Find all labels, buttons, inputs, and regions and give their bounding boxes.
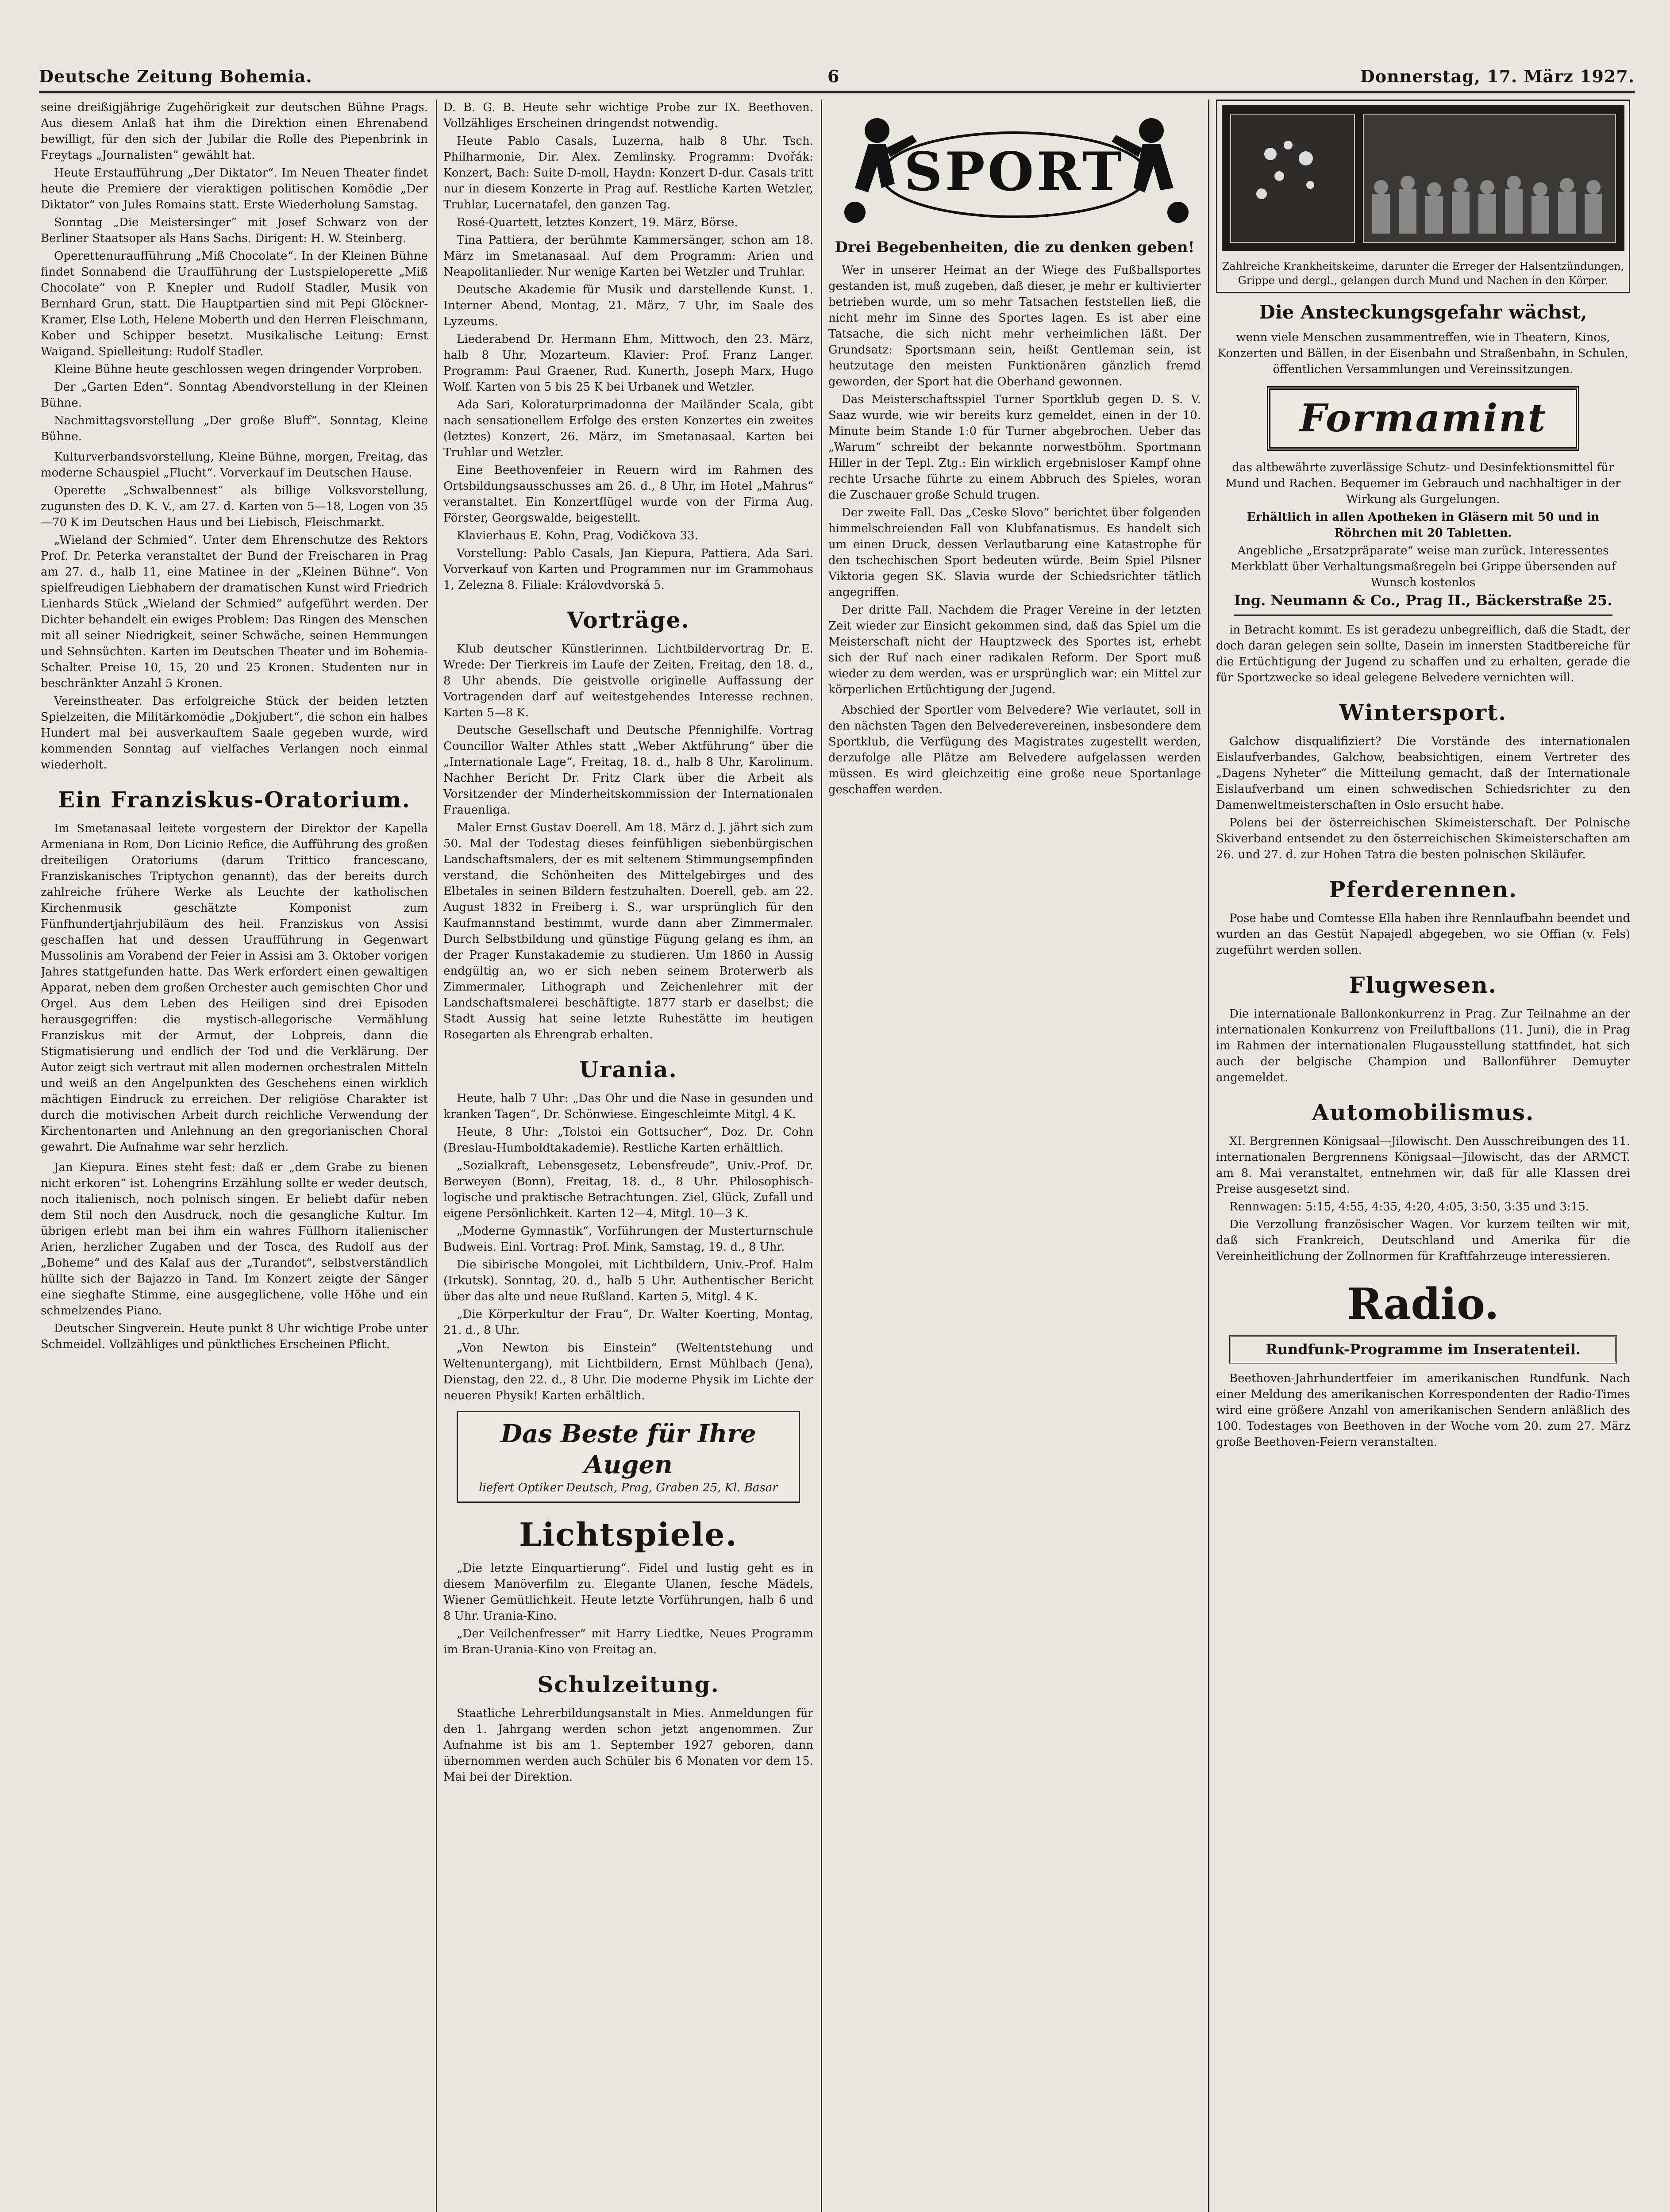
ad-advertiser: Ing. Neumann & Co., Prag II., Bäckerstraße 25. <box>1234 592 1612 609</box>
divider <box>1234 614 1612 616</box>
article-paragraph: Der zweite Fall. Das „Ceske Slovo“ berichtet über folgenden himmelschreienden Fall von Klubfanatismus. Es handelt sich um einen Druck, dessen Verlautbarung eine Katastrophe für den tschechischen Sport bedeuten würde. Beim Spiel Pilsner Viktoria gegen SK. Slavia wurde der Schiedsrichter tätlich angegriffen. <box>828 506 1201 599</box>
headline: Drei Begebenheiten, die zu denken geben! <box>835 238 1195 256</box>
section-heading: Lichtspiele. <box>519 1516 738 1553</box>
header-rule <box>39 91 1635 93</box>
article-paragraph: seine dreißigjährige Zugehörigkeit zur deutschen Bühne Prags. Aus diesem Anlaß hat ihm die Direktion einen Ehrenabend bewilligt, für den sich der Jubilar die Rolle des Piepenbrink in Freytags „Journalisten“ gewählt hat. <box>41 101 428 162</box>
ad-caption: Zahlreiche Krankheitskeime, darunter die Erreger der Halsentzündungen, Grippe und dergl., gelangen durch Mund und Nachen in den Körper. <box>1222 260 1624 287</box>
article-paragraph: Die internationale Ballonkonkurrenz in Prag. Zur Teilnahme an der internationalen Konkurrenz von Freiluftballons (11. Juni), die in Prag im Rahmen der internationalen Flugausstellung stattfindet, hat sich auch der belgische Champion und Ballonführer Demuyter angemeldet. <box>1216 1007 1630 1084</box>
section-heading-radio: Radio. <box>1347 1279 1499 1329</box>
issue-date: Donnerstag, 17. März 1927. <box>1360 66 1635 86</box>
ad-slogan: Das Beste für Ihre Augen <box>500 1419 756 1479</box>
column-3 <box>828 100 1201 2212</box>
article-paragraph: Der dritte Fall. Nachdem die Prager Vereine in der letzten Zeit wieder zur Einsicht gekommen sind, daß das Spiel um die Meisterschaft nicht der Hauptzweck des Sportes ist, erhebt sich der Ruf nach einer radikalen Reform. Der Sport muß wieder zu dem werden, was er ursprünglich war: ein Mittel zur körperlichen Ertüchtigung der Jugend. <box>828 603 1201 696</box>
article-paragraph: Deutsche Akademie für Musik und darstellende Kunst. 1. Interner Abend, Montag, 21. März, 7 Uhr, im Saale des Lyzeums. <box>443 283 813 328</box>
article-paragraph: Staatliche Lehrerbildungsanstalt in Mies. Anmeldungen für den 1. Jahrgang werden schon jetzt angenommen. Zur Aufnahme ist bis am 1. September 1927 geboren, dann übernommen werden auch Schüler bis 6 Monaten vor dem 15. Mai bei der Direktion. <box>443 1707 813 1784</box>
article-paragraph: Nachmittagsvorstellung „Der große Bluff“. Sonntag, Kleine Bühne. <box>41 414 428 443</box>
column-rule <box>436 100 437 2212</box>
article-paragraph: Galchow disqualifiziert? Die Vorstände des internationalen Eislaufverbandes, Galchow, beabsichtigen, einem Vertreter des „Dagens Nyheter“ die Mitteilung gemacht, daß der Internationale Eislaufverband um einen schwedischen Schiedsrichter zu den Damenweltmeisterschaften in Oslo ersucht habe. <box>1216 735 1630 812</box>
section-heading: Schulzeitung. <box>537 1671 720 1697</box>
column-4 <box>1216 100 1630 2212</box>
sport-masthead <box>828 100 1201 232</box>
article-paragraph: „Die Körperkultur der Frau“, Dr. Walter Koerting, Montag, 21. d., 8 Uhr. <box>443 1308 813 1337</box>
article-paragraph: Vorstellung: Pablo Casals, Jan Kiepura, Pattiera, Ada Sari. Vorverkauf von Karten und Programmen nur im Grammohaus 1, Zelezna 8. Filiale: Královdvorská 5. <box>443 547 813 592</box>
article-paragraph: Operettenuraufführung „Miß Chocolate“. In der Kleinen Bühne findet Sonnabend die Uraufführung der Lustspieloperette „Miß Chocolate“ von P. Knepler und Rudolf Stadler, Musik von Bernhard Grun, statt. Die Hauptpartien sind mit Pepi Glöckner-Kramer, Else Loth, Helene Moberth und den Herren Fleischmann, Kober und Schipper besetzt. Musikalische Leitung: Ernst Waigand. Spielleitung: Rudolf Stadler. <box>41 250 428 358</box>
article-paragraph: Heute Erstaufführung „Der Diktator“. Im Neuen Theater findet heute die Premiere der vieraktigen politischen Komödie „Der Diktator“ von Jules Romains statt. Erste Wiederholung Samstag. <box>41 166 428 211</box>
article-paragraph: Rennwagen: 5:15, 4:55, 4:35, 4:20, 4:05, 3:50, 3:35 und 3:15. <box>1229 1200 1589 1214</box>
formamint-logo: Formamint <box>1267 386 1579 451</box>
article-paragraph: Abschied der Sportler vom Belvedere? Wie verlautet, soll in den nächsten Tagen den Belvederevereinen, insbesondere dem Sportklub, die Verfügung des Magistrates zugestellt werden, derzufolge alle Plätze am Belvedere aufgelassen werden müssen. Es wird gleichzeitig eine große neue Sportanlage geschaffen werden. <box>828 703 1201 796</box>
article-paragraph: „Der Veilchenfresser“ mit Harry Liedtke, Neues Programm im Bran-Urania-Kino von Freitag an. <box>443 1627 813 1656</box>
sport-logo-text: SPORT <box>904 141 1125 203</box>
article-paragraph: „Wieland der Schmied“. Unter dem Ehrenschutze des Rektors Prof. Dr. Peterka veranstaltet der Bund der Freischaren in Prag am 27. d., halb 11, eine Matinee in der „Kleinen Bühne“. Von spielfreudigen Liebhabern der dramatischen Kunst wird Friedrich Lienhards Stück „Wieland der Schmied“ aufgeführt werden. Der Dichter behandelt ein ewiges Problem: Das Ringen des Menschen mit all seiner Niedrigkeit, seiner Schwäche, seinen Hemmungen und Sehnsüchten. Karten im Deutschen Theater und im Bohemia-Schalter. Preise 10, 15, 20 und 25 Kronen. Studenten nur in beschränkter Anzahl 5 Kronen. <box>41 534 428 690</box>
article-paragraph: Eine Beethovenfeier in Reuern wird im Rahmen des Ortsbildungsausschusses am 26. d., 8 Uhr, im Hotel „Mahrus“ veranstaltet. Ein Konzertflügel wurde von der Firma Aug. Förster, Georgswalde, beigestellt. <box>443 464 813 525</box>
radio-program-notice: Rundfunk-Programme im Inseratenteil. <box>1229 1335 1617 1363</box>
ad-paragraph: wenn viele Menschen zusammentreffen, wie in Theatern, Kinos, Konzerten und Bällen, in der Eisenbahn und Straßenbahn, in Schulen, öffentlichen Versammlungen und Vereinssitzungen. <box>1217 331 1629 376</box>
ad-paragraph: Angebliche „Ersatzpräparate“ weise man zurück. Interessentes Merkblatt über Verhaltungsmaßregeln bei Grippe übersenden auf Wunsch kostenlos <box>1230 544 1616 589</box>
article-paragraph: „Sozialkraft, Lebensgesetz, Lebensfreude“, Univ.-Prof. Dr. Berweyen (Bonn), Freitag, 18. d., 8 Uhr. Philosophisch-logische und praktische Betrachtungen. Ziel, Glück, Zufall und eigene Persönlichkeit. Karten 12—4, Mitgl. 10—3 K. <box>443 1159 813 1220</box>
article-paragraph: Vereinstheater. Das erfolgreiche Stück der beiden letzten Spielzeiten, die Militärkomödie „Dokjubert“, die schon ein halbes Hundert mal bei ausverkauftem Saale gegeben wurde, wird kommenden Sonntag auf vielfaches Verlangen noch einmal wiederholt. <box>41 695 428 772</box>
article-paragraph: XI. Bergrennen Königsaal—Jilowischt. Den Ausschreibungen des 11. internationalen Bergrennens Königsaal—Jilowischt, das der ARMCT. am 8. Mai veranstaltet, entnehmen wir, daß für alle Klassen drei Preise ausgesetzt sind. <box>1216 1135 1630 1196</box>
article-paragraph: Sonntag „Die Meistersinger“ mit Josef Schwarz von der Berliner Staatsoper als Hans Sachs. Dirigent: H. W. Steinberg. <box>41 216 428 245</box>
ad-address: liefert Optiker Deutsch, Prag, Graben 25, Kl. Basar <box>479 1481 778 1494</box>
article-paragraph: D. B. G. B. Heute sehr wichtige Probe zur IX. Beethoven. Vollzähliges Erscheinen dringendst notwendig. <box>443 101 813 130</box>
article-paragraph: Maler Ernst Gustav Doerell. Am 18. März d. J. jährt sich zum 50. Mal der Todestag dieses feinfühligen siebenbürgischen Landschaftsmalers, der es mit seltenem Stimmungsempfinden verstand, die Schönheiten des Mittelgebirges und des Elbetales in seinen Bildern festzuhalten. Doerell, geb. am 22. August 1832 in Freiberg i. S., war ursprünglich für den Kaufmannstand bestimmt, wurde dann aber Zimmermaler. Durch Selbstbildung und günstige Fügung gelang es ihm, an der Prager Kunstakademie zu studieren. Um 1860 in Aussig endgültig an, wo er sich neben seinem Broterwerb als Zimmermaler, Lithograph und Zeichenlehrer mit der Landschaftsmalerei beschäftigte. 1877 starb er daselbst; die Stadt Aussig hat seine letzte Ruhestätte im heutigen Rosegarten als Ehrengrab erhalten. <box>443 821 813 1041</box>
article-paragraph: Heute Pablo Casals, Luzerna, halb 8 Uhr. Tsch. Philharmonie, Dir. Alex. Zemlinsky. Programm: Dvořák: Konzert, Bach: Suite D-moll, Haydn: Konzert D-dur. Casals tritt nur in diesem Konzerte in Prag auf. Restliche Karten Wetzler, Truhlar, Lucernatafel, den ganzen Tag. <box>443 134 813 211</box>
column-1 <box>41 100 428 2212</box>
article-paragraph: Das Meisterschaftsspiel Turner Sportklub gegen D. S. V. Saaz wurde, wie wir bereits kurz gemeldet, einen in der 10. Minute beim Stande 1:0 für Turner abgebrochen. Ueber das „Warum“ schreibt der bekannte norwestböhm. Sportmann Hiller in der Tepl. Ztg.: Ein wirklich ergebnisloser Kampf ohne rechte Ursache führte zu einem Abbruch des Spieles, woran die Zuschauer große Schuld trugen. <box>828 393 1201 502</box>
article-paragraph: in Betracht kommt. Es ist geradezu unbegreiflich, daß die Stadt, der doch daran gelegen sein sollte, Dasein im innersten Stadtbereiche für die Ertüchtigung der Jugend zu schaffen und zu erhalten, gerade die für Sportzwecke so ideal gelegene Belvedere vernichten will. <box>1216 623 1630 684</box>
article-paragraph: Kulturverbandsvorstellung, Kleine Bühne, morgen, Freitag, das moderne Schauspiel „Flucht“. Vorverkauf im Deutschen Hause. <box>41 450 428 480</box>
section-heading: Automobilismus. <box>1312 1099 1535 1125</box>
column-rule <box>1208 100 1209 2212</box>
article-paragraph: „Die letzte Einquartierung“. Fidel und lustig geht es in diesem Manöverfilm zu. Elegante Ulanen, fesche Mädels, Wiener Gemütlichkeit. Heute letzte Vorführungen, halb 6 und 8 Uhr. Urania-Kino. <box>443 1562 813 1623</box>
article-paragraph: Der „Garten Eden“. Sonntag Abendvorstellung in der Kleinen Bühne. <box>41 380 428 410</box>
article-paragraph: Ada Sari, Koloraturprimadonna der Mailänder Scala, gibt nach sensationellem Erfolge des ersten Konzertes ein zweites (letztes) Konzert, 26. März, im Smetanasaal. Karten bei Truhlar und Wetzler. <box>443 398 813 459</box>
headline: Die Ansteckungsgefahr wächst, <box>1259 301 1587 323</box>
article-paragraph: „Moderne Gymnastik“, Vorführungen der Musterturnschule Budweis. Einl. Vortrag: Prof. Mink, Samstag, 19. d., 8 Uhr. <box>443 1225 813 1254</box>
ad-illustration <box>1222 105 1624 251</box>
article-paragraph: Tina Pattiera, der berühmte Kammersänger, schon am 18. März im Smetanasaal. Auf dem Programm: Arien und Neapolitanlieder. Nur wenige Karten bei Wetzler und Truhlar. <box>443 234 813 279</box>
formamint-advertisement <box>1216 100 1630 293</box>
section-heading: Wintersport. <box>1339 699 1507 726</box>
article-paragraph: Wer in unserer Heimat an der Wiege des Fußballsportes gestanden ist, muß zugeben, daß dieser, je mehr er kultivierter betrieben wurde, um so mehr Tatsachen feststellen ließ, die nicht mehr im Sinne des Sportes lagen. Es ist aber eine Tatsache, die sich nicht mehr verheimlichen läßt. Der Grundsatz: Sportsmann sein, heißt Gentleman sein, ist heutzutage den meisten Funktionären gänzlich fremd geworden, der Sport hat die Oberhand gewonnen. <box>828 264 1201 388</box>
section-heading: Vorträge. <box>567 607 690 633</box>
article-paragraph: Pose habe und Comtesse Ella haben ihre Rennlaufbahn beendet und wurden an das Gestüt Napajedl abgegeben, wo sie Offian (v. Fels) zugeführt werden sollen. <box>1216 912 1630 957</box>
article-paragraph: Liederabend Dr. Hermann Ehm, Mittwoch, den 23. März, halb 8 Uhr, Mozarteum. Klavier: Prof. Franz Langer. Programm: Paul Graener, Rud. Kunerth, Joseph Marx, Hugo Wolf. Karten von 5 bis 25 K bei Urbanek und Wetzler. <box>443 333 813 394</box>
article-paragraph: Polens bei der österreichischen Skimeisterschaft. Der Polnische Skiverband entsendet zu den österreichischen Skimeisterschaften am 26. und 27. d. zur Hohen Tatra die besten polnischen Skiläufer. <box>1216 816 1630 861</box>
article-paragraph: Beethoven-Jahrhundertfeier im amerikanischen Rundfunk. Nach einer Meldung des amerikanischen Korrespondenten der Radio-Times wird eine größere Anzahl von amerikanischen Sendern anläßlich des 100. Todestages von Beethoven in der Woche vom 20. zum 27. März große Beethoven-Feiern veranstalten. <box>1216 1372 1630 1449</box>
article-paragraph: Heute, 8 Uhr: „Tolstoi ein Gottsucher“, Doz. Dr. Cohn (Breslau-Humboldtakademie). Restliche Karten erhältlich. <box>443 1125 813 1155</box>
article-paragraph: Kleine Bühne heute geschlossen wegen dringender Vorproben. <box>54 363 423 376</box>
sport-illustration <box>828 100 1201 232</box>
article-paragraph: Deutsche Gesellschaft und Deutsche Pfennighilfe. Vortrag Councillor Walter Athles statt „Weber Aktführung“ über die „Internationale Lage“, Freitag, 18. d., halb 8 Uhr, Karolinum. Nachher Bericht Dr. Fritz Clark über die Arbeit als Vorsitzender der Minderheitskommission der Internationalen Frauenliga. <box>443 724 813 817</box>
column-2 <box>443 100 813 2212</box>
article-paragraph: Klavierhaus E. Kohn, Prag, Vodičkova 33. <box>457 529 698 542</box>
section-heading: Pferderennen. <box>1328 876 1518 902</box>
ad-paragraph: das altbewährte zuverlässige Schutz- und Desinfektionsmittel für Mund und Rachen. Bequemer im Gebrauch und nachhaltiger in der Wirkung als Gurgelungen. <box>1225 461 1621 506</box>
section-heading: Urania. <box>579 1056 677 1083</box>
ad-paragraph: Erhältlich in allen Apotheken in Gläsern mit 50 und in Röhrchen mit 20 Tabletten. <box>1247 511 1600 540</box>
article-paragraph: „Von Newton bis Einstein“ (Weltentstehung und Weltenuntergang), mit Lichtbildern, Ernst Mühlbach (Jena), Dienstag, den 22. d., 8 Uhr. Die moderne Physik im Lichte der neueren Physik! Karten erhältlich. <box>443 1341 813 1402</box>
article-paragraph: Operette „Schwalbennest“ als billige Volksvorstellung, zugunsten des D. K. V., am 27. d. Karten von 5—18, Logen von 35—70 K im Deutschen Haus und bei Liebisch, Fleischmarkt. <box>41 484 428 529</box>
article-paragraph: Die Verzollung französischer Wagen. Vor kurzem teilten wir mit, daß sich Frankreich, Deutschland und Amerika für die Vereinheitlichung der Zollnormen für Kraftfahrzeuge interessieren. <box>1216 1218 1630 1263</box>
article-paragraph: Klub deutscher Künstlerinnen. Lichtbildervortrag Dr. E. Wrede: Der Tierkreis im Laufe der Zeiten, Freitag, den 18. d., 8 Uhr abends. Die geistvolle originelle Auffassung der Vortragenden darf auf weitestgehendes Interesse rechnen. Karten 5—8 K. <box>443 642 813 719</box>
article-paragraph: Heute, halb 7 Uhr: „Das Ohr und die Nase in gesunden und kranken Tagen“, Dr. Schönwiese. Eingeschleimte Mitgl. 4 K. <box>443 1092 813 1121</box>
article-paragraph: Die sibirische Mongolei, mit Lichtbildern, Univ.-Prof. Halm (Irkutsk). Sonntag, 20. d., halb 5 Uhr. Authentischer Bericht über das alte und neue Rußland. Karten 5, Mitgl. 4 K. <box>443 1258 813 1303</box>
masthead-title: Deutsche Zeitung Bohemia. <box>39 66 312 86</box>
article-paragraph: Rosé-Quartett, letztes Konzert, 19. März, Börse. <box>457 216 738 229</box>
section-heading: Flugwesen. <box>1349 972 1497 998</box>
page-number: 6 <box>827 66 840 86</box>
optician-advertisement <box>457 1411 800 1503</box>
section-heading: Ein Franziskus-Oratorium. <box>58 787 411 813</box>
article-paragraph: Jan Kiepura. Eines steht fest: daß er „dem Grabe zu bienen nicht erkoren“ ist. Lohengrins Erzählung sollte er weder deutsch, noch italienisch, noch polnisch singen. Er beliebt dafür neben dem Stil noch den Ausdruck, noch die gesangliche Kultur. Im übrigen erlebt man bei ihm ein wahres Füllhorn italienischer Arien, herzlicher Zugaben und der Tosca, des Rudolf aus der „Boheme“ und des Kalaf aus der „Turandot“, selbstverständlich hüllte sich der Bajazzo in Tand. Im Konzert zeigte der Sänger eine sieghafte Stimme, eine ausgeglichene, volle Höhe und ein schmelzendes Piano. <box>41 1161 428 1317</box>
article-paragraph: Im Smetanasaal leitete vorgestern der Direktor der Kapella Armeniana in Rom, Don Licinio Refice, die Aufführung des großen dreiteiligen Oratoriums (darum Trittico francescano, Franziskanisches Triptychon genannt), das der bereits durch zahlreiche frühere Werke als Leuchte der katholischen Kirchenmusik geschätzte Komponist zum Fünfhundertjahrjubiläum des heil. Franziskus von Assisi geschaffen hat und dessen Uraufführung in Gegenwart Mussolinis am Vorabend der Feier in Assisi am 3. Oktober vorigen Jahres stattgefunden hatte. Das Werk erfordert einen gewaltigen Apparat, neben dem großen Orchester auch gemischten Chor und Orgel. Aus dem Leben des Heiligen sind drei Episoden herausgegriffen: die mystisch-allegorische Vermählung Franziskus mit der Armut, der Lobpreis, dann die Stigmatisierung und endlich der Tod und die Verklärung. Der Autor zeigt sich vertraut mit allen modernen orchestralen Mitteln und weiß an den Angelpunkten des Geschehens einen wirklich mächtigen Eindruck zu erreichen. Der religiöse Charakter ist durch die motivischen Arbeit durch reichliche Verwendung der Kirchentonarten und Anlehnung an den gregorianischen Choral gewahrt. Die Aufnahme war sehr herzlich. <box>41 822 428 1154</box>
article-paragraph: Deutscher Singverein. Heute punkt 8 Uhr wichtige Probe unter Schmeidel. Vollzähliges und pünktliches Erscheinen Pflicht. <box>41 1322 428 1351</box>
column-rule <box>821 100 822 2212</box>
